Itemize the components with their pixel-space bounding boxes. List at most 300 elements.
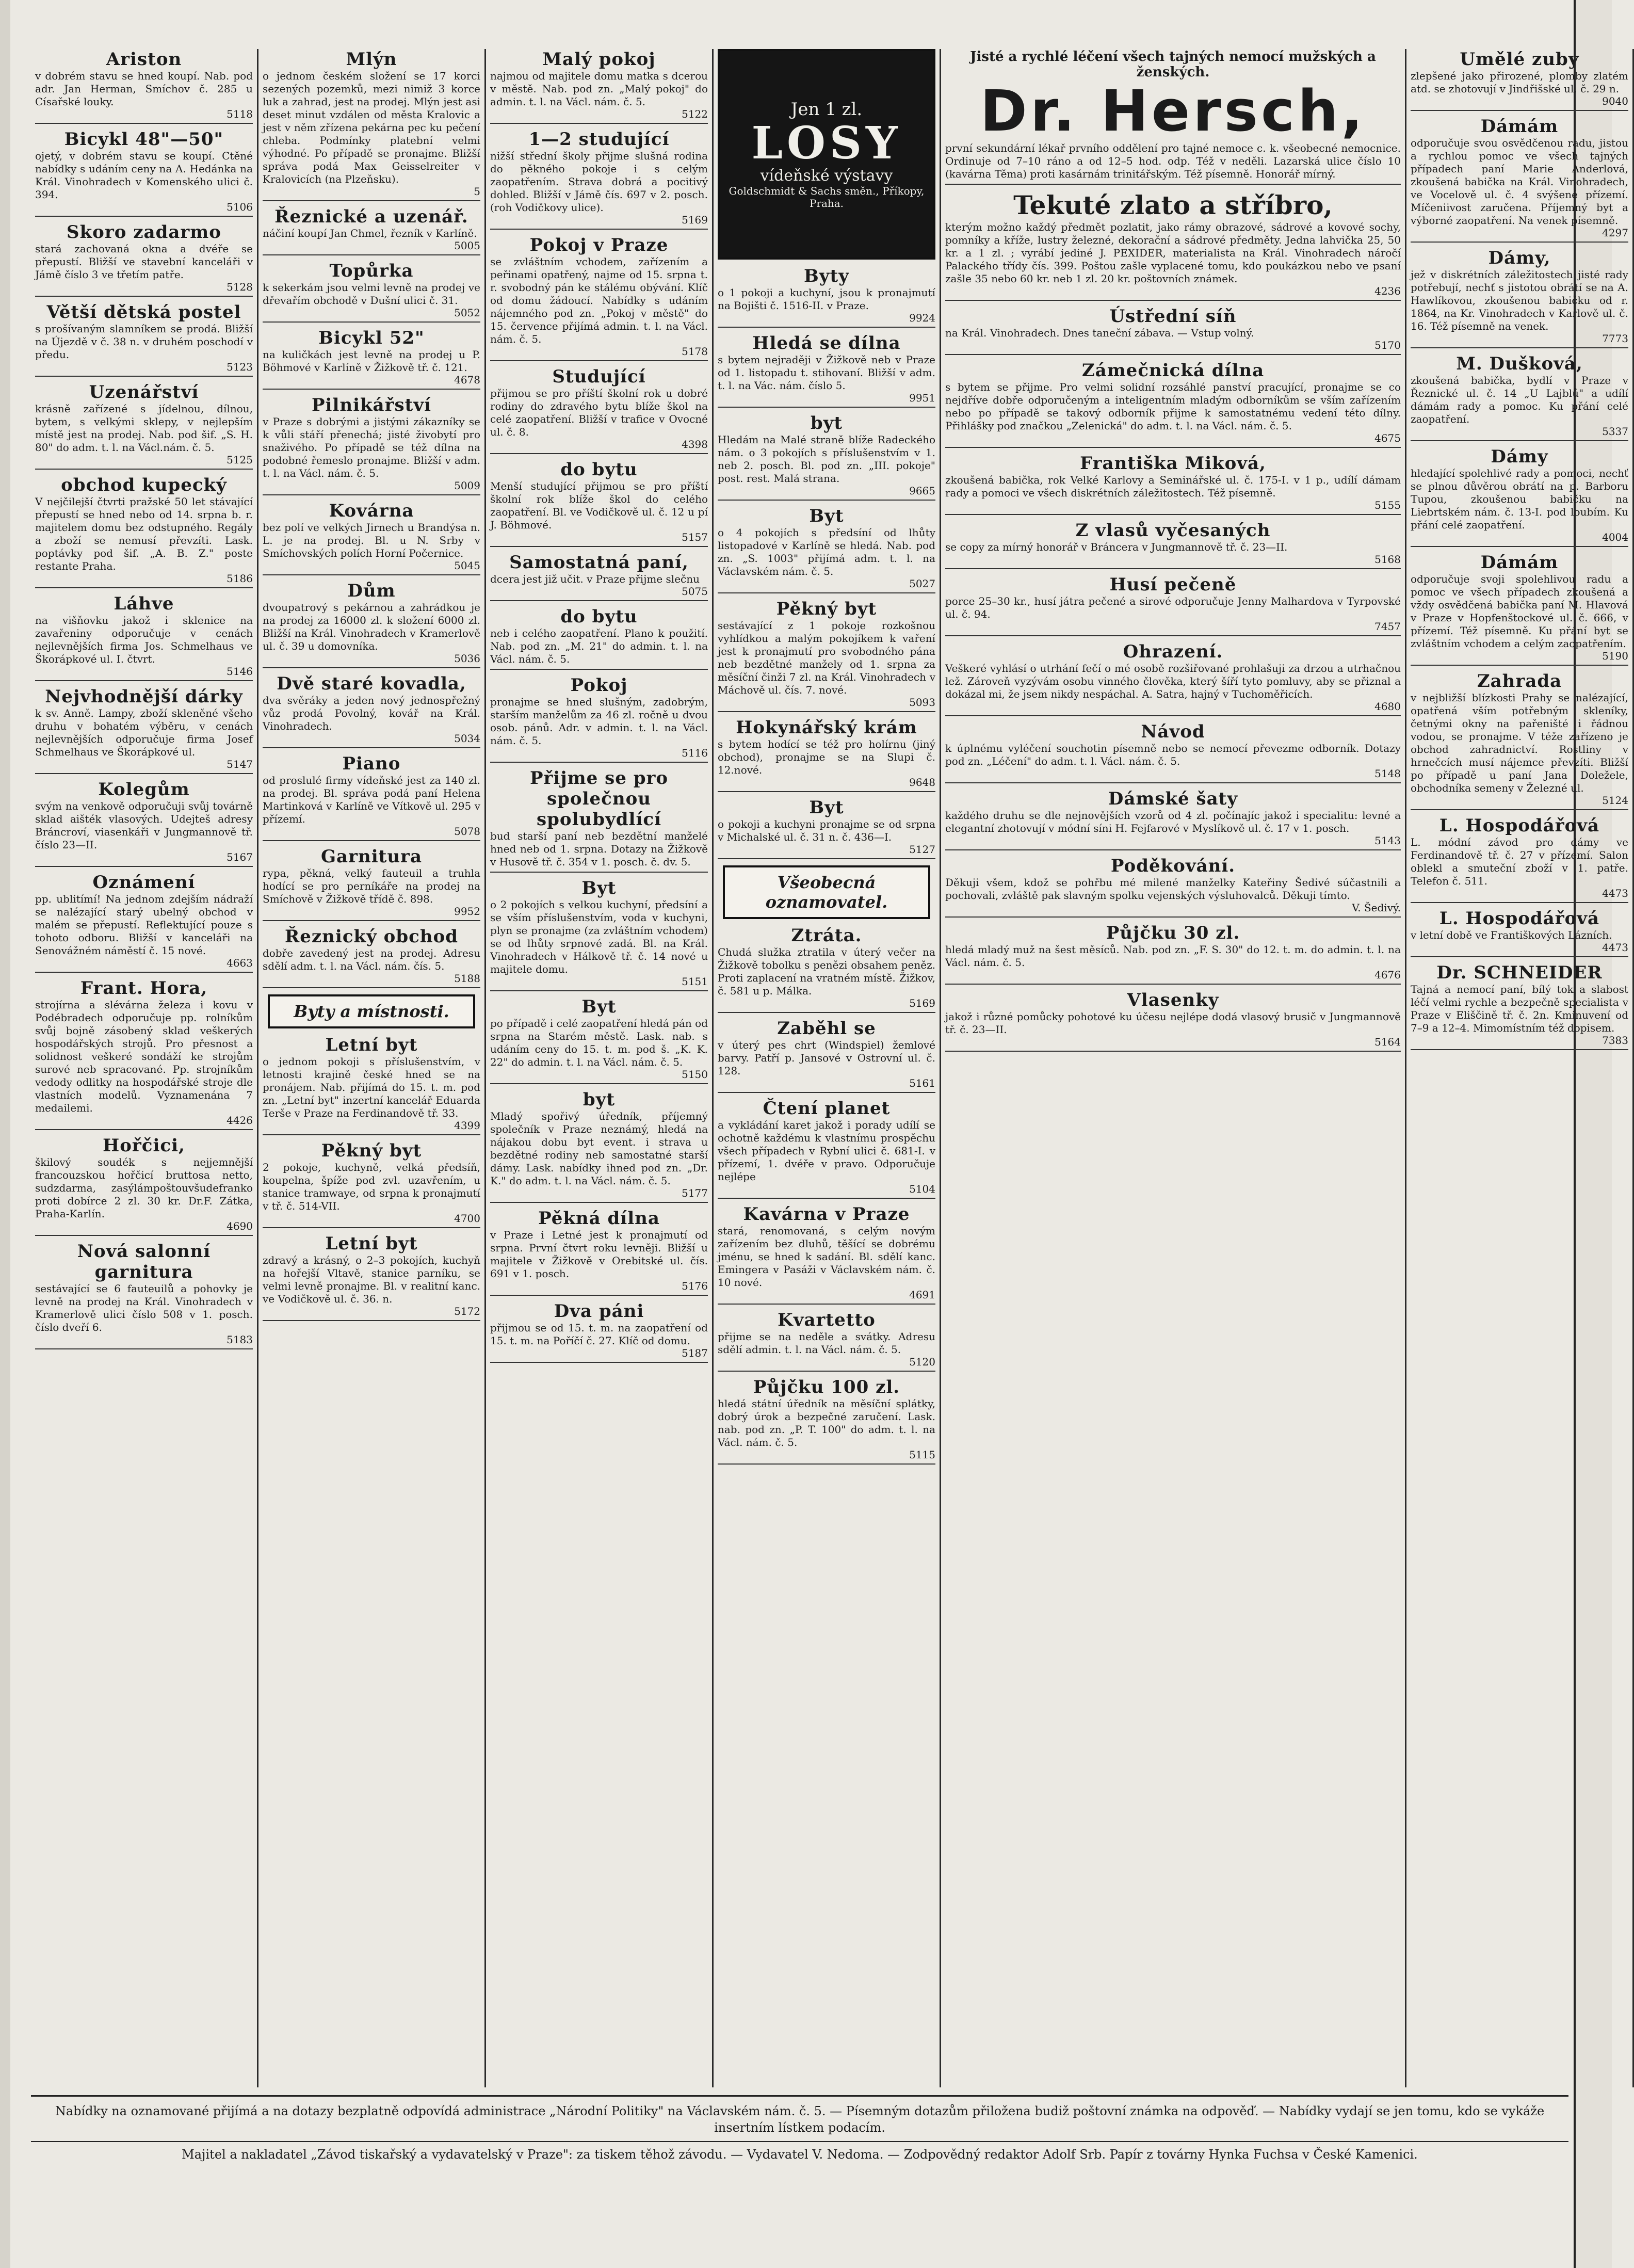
ad-text: jakož i různé pomůcky pohotové ku účesu nejlépe dodá vlasový brusič v Jungmannově tř. č. 23—II. xyxy=(945,1010,1401,1036)
ad-number: 5034 xyxy=(454,732,480,745)
classified-ad xyxy=(35,872,253,973)
ad-number: 5122 xyxy=(682,108,708,120)
classified-ad xyxy=(263,501,480,575)
ad-number: 9952 xyxy=(454,905,480,918)
ad-title: Láhve xyxy=(114,593,174,614)
classified-ad xyxy=(1411,49,1628,111)
ad-number: 5169 xyxy=(682,214,708,226)
footer-notice: Nabídky na oznamované přijímá a na dotazy bezplatně odpovídá administrace „Národní Politiky" na Václavském nám. č. 5. — Písemným dotazům přiložena budiž poštovní známka na odpověď. — Nabídky vydají se jen tomu, kdo se vykáže insertním lístkem podacím. xyxy=(55,2104,1545,2135)
ad-number: 5093 xyxy=(909,696,935,709)
ad-title: Dámy, xyxy=(1488,248,1551,268)
classified-ad xyxy=(35,49,253,124)
ad-text: od proslulé firmy vídeňské jest za 140 zl. na prodej. Bl. správa podá paní Helena Martinková v Karlíně ve Vítkově ul. 295 v přízemí. xyxy=(263,774,480,825)
column-4 xyxy=(714,49,941,2087)
classified-ad xyxy=(490,675,708,763)
ad-number: 5124 xyxy=(1602,794,1628,807)
lottery-ad xyxy=(718,49,935,260)
ad-text: zkoušená babička, bydlí v Praze v Řeznické ul. č. 14 „U Lajblů" a udílí dámám rady a pomoc. Ku přání celé zaopatření. xyxy=(1411,374,1628,425)
ad-number: 4700 xyxy=(454,1212,480,1225)
newspaper-page xyxy=(31,49,1628,2242)
ad-text: Menší studující přijmou se pro příští školní rok blíže škol do celého zaopatření. Bl. ve Vodičkově ul. č. 12 u pí J. Böhmové. xyxy=(490,480,708,531)
classified-ad xyxy=(490,768,708,873)
ad-text: s prošívaným slamníkem se prodá. Bližší na Újezdě v č. 38 n. v druhém poschodí v předu. xyxy=(35,323,253,361)
classified-ad xyxy=(945,641,1401,716)
ad-text: v letní době ve Františkových Lázních. xyxy=(1411,929,1612,941)
classified-ad xyxy=(263,49,480,201)
ad-title: do bytu xyxy=(560,606,638,627)
ad-number: 7773 xyxy=(1602,332,1628,345)
classified-ad xyxy=(718,1204,935,1305)
ad-number: 4399 xyxy=(454,1119,480,1132)
ad-title: Kolegům xyxy=(98,779,190,800)
ad-number: 4691 xyxy=(909,1289,935,1301)
hersch-headline: Jisté a rychlé léčení všech tajných nemocí mužských a ženských. xyxy=(970,49,1376,80)
ad-title: Skoro zadarmo xyxy=(67,222,221,243)
classified-ad xyxy=(263,1035,480,1135)
ad-number: 5186 xyxy=(227,572,253,585)
ad-number: 5146 xyxy=(227,665,253,678)
ad-text: každého druhu se dle nejnovějších vzorů od 4 zl. počínajíc jakož i specialitu: levné a elegantní zhotovují v módní síni H. Fejfarové v Myslíkově ul. č. 17 v 1. posch. xyxy=(945,809,1401,834)
ad-title: Bicykl 48"—50" xyxy=(64,129,224,150)
ad-text: stará zachovaná okna a dvéře se přepustí. Bližší ve stavební kanceláři v Jámě číslo 3 ve třetím patře. xyxy=(35,243,253,281)
classified-ad xyxy=(490,606,708,670)
footer-imprint: Majitel a nakladatel „Závod tiskařský a vydavatelský v Praze": za tiskem těhož závodu. — Vydavatel V. Nedoma. — Zodpovědný redaktor Adolf Srb. Papír z továrny Hynka Fuchsa v České Kamenici. xyxy=(31,2141,1568,2163)
ad-title: Byt xyxy=(809,797,844,818)
ad-text: přijmou se od 15. t. m. na zaopatření od 15. t. m. na Poříčí č. 27. Klíč od domu. xyxy=(490,1322,708,1347)
ad-title: Pilnikářství xyxy=(311,395,432,415)
ad-text: se copy za mírný honorář v Bráncera v Jungmannově tř. č. 23—II. xyxy=(945,541,1288,553)
ad-title: Františka Miková, xyxy=(1080,453,1266,474)
ad-number: 5123 xyxy=(227,361,253,373)
column-5 xyxy=(941,49,1406,2087)
classified-ad xyxy=(1411,962,1628,1050)
ad-title: Uzenářství xyxy=(89,382,199,403)
ad-text: o 2 pokojích s velkou kuchyní, předsíní a se vším příslušenstvím, voda v kuchyni, plyn se pronajme (za zvláštním vchodem) se od lhůty srpnové zadá. Bl. na Král. Vinohradech v Hálkově tř. č. 14 nové u majitele domu. xyxy=(490,898,708,975)
ad-text: hledající spolehlivé rady a pomoci, nechť se plnou důvěrou obrátí na p. Barboru Tupou, zkoušenou babičku na Liebrtském nám. č. 13-I. pod loubím. Ku přání celé zaopatření. xyxy=(1411,467,1628,531)
classified-ad xyxy=(1411,552,1628,666)
ad-title: Z vlasů vyčesaných xyxy=(1075,520,1271,541)
ad-title: Dům xyxy=(347,581,396,601)
ad-title: do bytu xyxy=(560,459,638,480)
ad-title: Pokoj v Praze xyxy=(529,235,669,255)
ad-title: Dvě staré kovadla, xyxy=(277,673,466,694)
classified-ad xyxy=(718,1098,935,1199)
ad-title: Byt xyxy=(809,506,844,526)
ad-text: zkoušená babička, rok Velké Karlovy a Seminářské ul. č. 175-I. v 1 p., udílí dámam rady a pomoci ve všech diskrétních záležitostech. Též písemně. xyxy=(945,474,1401,499)
ad-number: 5118 xyxy=(227,108,253,120)
ad-text: k sv. Anně. Lampy, zboží skleněné všeho druhu v bohatém výběru, v cenách nejlevnějších odporučuje firma Josef Schmelhaus ve Škorápkové ul. xyxy=(35,707,253,758)
classified-ad xyxy=(718,1377,935,1465)
ad-text: hledá státní úředník na měsíční splátky, dobrý úrok a bezpečné zaručení. Lask. nab. pod zn. „P. T. 100" do adm. t. l. na Václ. nám. č. 5. xyxy=(718,1397,935,1449)
hersch-text: první sekundární lékař prvního oddělení pro tajné nemoce c. k. všeobecné nemocnice. Ordinuje od 7–10 ráno a od 12–5 hod. odp. Též v neděli. Lazarská ulice číslo 10 (kavárna Těma) proti kasárnám trinitářským. Též písemně. Honorář mírný. xyxy=(945,142,1401,180)
classified-ad xyxy=(35,1135,253,1236)
hersch-name: Dr. Hersch, xyxy=(980,78,1366,144)
ad-number: 5036 xyxy=(454,652,480,665)
ad-title: Piano xyxy=(342,753,401,774)
ad-text: strojírna a slévárna železa i kovu v Podébradech odporučuje pp. rolníkům svůj bojně zásobený sklad veškerých hospodářských strojů. Pro přesnost a solidnost veškeré sondáží ke strojům surové neb spracované. Pp. strojníkům vedody odlitky na hospodářské stroje dle vlastních modelů. Vyznamenána 7 medailemi. xyxy=(35,999,253,1114)
ad-text: svým na venkově odporučuji svůj továrně sklad aišték vlasových. Udejteš adresy Bráncroví, viasenkáři v Jungmannově tř. číslo 23—II. xyxy=(35,800,253,851)
classified-ad xyxy=(263,673,480,748)
classified-ad xyxy=(263,926,480,988)
ad-text: o 4 pokojích s předsíní od lhůty listopadové v Karlíně se hledá. Nab. pod zn. „S. 1003" přijímá adm. t. l. na Václavském nám. č. 5. xyxy=(718,526,935,577)
ad-title: L. Hospodářová xyxy=(1439,815,1600,836)
classified-ad xyxy=(263,395,480,495)
ad-title: Větší dětská postel xyxy=(46,302,241,323)
ad-text: o pokoji a kuchyni pronajme se od srpna v Michalské ul. č. 31 n. č. 436—I. xyxy=(718,818,935,843)
ad-number: 5151 xyxy=(682,975,708,988)
lottery-subtitle: vídeňské výstavy xyxy=(760,167,893,185)
ad-text: stará, renomovaná, s celým novým zařízením bez dluhů, těšící se dobrému jménu, se hned k sadání. Bl. sdělí kanc. Emingera v Pasáži v Václavském nám. č. 10 nové. xyxy=(718,1225,935,1289)
classified-ad xyxy=(35,222,253,297)
classified-ad xyxy=(718,925,935,1013)
ad-title: Bicykl 52" xyxy=(318,328,425,348)
classified-ad xyxy=(35,302,253,377)
ad-title: Malý pokoj xyxy=(542,49,656,70)
ad-text: najmou od majitele domu matka s dcerou v městě. Nab. pod zn. „Malý pokoj" do admin. t. l. na Václ. nám. č. 5. xyxy=(490,70,708,108)
ad-text: Chudá služka ztratila v úterý večer na Žižkově tobolku s penězi obsahem peněz. Proti zaplacení na vratném místě. Žižkov, č. 581 u p. Málka. xyxy=(718,946,935,997)
ad-number: 5150 xyxy=(682,1068,708,1081)
classified-ad xyxy=(945,990,1401,1052)
ad-title: Letní byt xyxy=(325,1233,418,1254)
ad-text: o 1 pokoji a kuchyní, jsou k pronajmutí na Bojišti č. 1516-II. v Praze. xyxy=(718,286,935,312)
ad-number: 4398 xyxy=(682,438,708,451)
ad-title: Oznámení xyxy=(92,872,196,893)
classified-ad xyxy=(945,306,1401,355)
classified-ad xyxy=(263,846,480,921)
ad-title: Byt xyxy=(581,878,617,898)
ad-title: Přijme se pro společnou spolubydlící xyxy=(529,768,669,830)
ad-title: Pěkný byt xyxy=(776,599,877,619)
ad-title: Řeznické a uzenář. xyxy=(274,206,468,227)
ad-text: L. módní závod pro dámy ve Ferdinandově tř. č. 27 v přízemí. Salon oblekl a smuteční zboží v 1. patře. Telefon č. 511. xyxy=(1411,836,1628,887)
ad-title: Nová salonní garnitura xyxy=(77,1241,211,1282)
ad-title: Samostatná paní, xyxy=(509,552,689,573)
ad-title: Ztráta. xyxy=(791,925,862,946)
ad-text: bud starší paní neb bezdětní manželé hned neb od 1. srpna. Dotazy na Žižkově v Husově tř. č. 354 v 1. posch. č. dv. 5. xyxy=(490,830,708,868)
ad-title: Garnitura xyxy=(321,846,422,867)
ad-title: Čtení planet xyxy=(763,1098,891,1119)
ad-number: 5337 xyxy=(1602,425,1628,438)
classified-ad xyxy=(945,721,1401,783)
ad-title: Dámské šaty xyxy=(1108,789,1238,809)
classified-ad xyxy=(945,520,1401,569)
ad-title: Kavárna v Praze xyxy=(743,1204,910,1225)
ad-title: Dámám xyxy=(1480,552,1559,573)
classified-ad xyxy=(1411,815,1628,903)
ad-text: o jednom pokoji s příslušenstvím, v letnosti krajině české hned se na pronájem. Nab. přijímá do 15. t. m. pod zn. „Letní byt" inzertní kancelář Eduarda Terše v Praze na Ferdinandově tř. 33. xyxy=(263,1055,480,1119)
classified-ad xyxy=(35,686,253,774)
ad-text: sestávající z 1 pokoje rozkošnou vyhlídkou a malým pokojíkem k vaření jest k pronajmutí pro svobodného pána neb bezdětné manžely od 1. srpna za měsíční činži 7 zl. na Král. Vinohradech v Máchově ul. čís. 7. nové. xyxy=(718,619,935,696)
ad-title: Dr. SCHNEIDER xyxy=(1436,962,1603,983)
classified-ad xyxy=(718,797,935,859)
ad-title: Letní byt xyxy=(325,1035,418,1055)
ad-number: 4473 xyxy=(1602,941,1628,954)
ad-number: 4004 xyxy=(1602,531,1628,543)
ad-title: Studující xyxy=(552,366,646,387)
ad-title: Ústřední síň xyxy=(1109,306,1237,327)
ad-number: 5155 xyxy=(1374,499,1401,511)
classified-ad xyxy=(490,129,708,230)
ad-number: 5188 xyxy=(454,972,480,985)
ad-number: 5009 xyxy=(454,479,480,492)
classified-ad xyxy=(718,333,935,408)
ad-text: dvoupatrový s pekárnou a zahrádkou je na prodej za 16000 zl. k složení 6000 zl. Bližší na Král. Vinohradech v Kramerlově ul. č. 39 u domovníka. xyxy=(263,601,480,652)
classified-ad xyxy=(490,1208,708,1296)
ad-title: M. Dušková, xyxy=(1456,353,1583,374)
ad-title: byt xyxy=(810,413,843,433)
ad-title: Hořčici, xyxy=(103,1135,185,1156)
ad-title: Byty xyxy=(804,266,849,286)
classified-ad xyxy=(718,1310,935,1372)
ad-number: 5178 xyxy=(682,345,708,358)
classified-ad xyxy=(35,593,253,681)
ad-text: porce 25–30 kr., husí játra pečené a sirové odporučuje Jenny Malhardova v Tyrpovské ul. č. 94. xyxy=(945,595,1401,620)
classified-ad xyxy=(1411,353,1628,441)
gold-text: kterým možno každý předmět pozlatit, jako rámy obrazové, sádrové a kovové sochy, pomníky a kříže, lustry železné, dekorační a sádrové předměty. Jedna lahvička 25, 50 kr. a 1 zl. ; vyrábí jediné J. PEXIDER, materialista na Král. Vinohradech náročí Palackého třídy čís. 399. Poštou zašle vyplacené tomu, kdo poukázkou nebo ve psaní zašle 35 nebo 60 kr. neb 1 zl. 20 kr. poštovních známek. xyxy=(945,221,1401,285)
ad-number: 5005 xyxy=(454,239,480,252)
classified-ad xyxy=(490,459,708,547)
classified-ad xyxy=(35,475,253,588)
ad-title: Půjčku 30 zl. xyxy=(1106,923,1240,943)
ad-title: Dva páni xyxy=(554,1301,644,1322)
ad-number: 5177 xyxy=(682,1187,708,1199)
ad-number: 9648 xyxy=(909,776,935,789)
ad-text: hledá mladý muž na šest měsíců. Nab. pod zn. „F. S. 30" do 12. t. m. do admin. t. l. na Václ. nám. č. 5. xyxy=(945,943,1401,969)
classified-ad xyxy=(263,1140,480,1228)
ad-text: s bytem nejraději v Žižkově neb v Praze od 1. listopadu t. stihovaní. Bližší v adm. t. l. na Vác. nám. číslo 5. xyxy=(718,353,935,392)
ad-number: 5170 xyxy=(1374,339,1401,351)
classified-ad xyxy=(263,328,480,390)
ad-number: 5104 xyxy=(909,1183,935,1195)
ad-text: o jednom českém složení se 17 korci sezených pozemků, mezi nimiž 3 korce luk a zahrad, jest na prodej. Mlýn jest asi deset minut vzdálen od města Kralovic a jest v něm zřízena pekárna pec ku pečení chleba. Podmínky platební velmi výhodné. Po případě se pronajme. Bližší správa podá Max Geisselreiter v Kralovicích (na Plzeňsku). xyxy=(263,70,480,185)
ad-number: 5075 xyxy=(682,585,708,598)
ad-number: 4690 xyxy=(227,1220,253,1232)
ad-number: 5120 xyxy=(909,1356,935,1368)
ad-text: s bytem se přijme. Pro velmi solidní rozsáhlé panství pracující, pronajme se co nejdříve dobře odporučeným a inteligentním mladým odborníkům se vším zařízením nebo po případě se takový odborník přijme k samostatnému vedení této dílny. Přihlášky pod značkou „Zelenická" do adm. t. l. na Václ. nám. č. 5. xyxy=(945,381,1401,432)
ad-number: 4297 xyxy=(1602,227,1628,239)
ad-text: zdravý a krásný, o 2–3 pokojích, kuchyň na hořejší Vltavě, stanice parníku, se velmi levně pronajme. Bl. v realitní kanc. ve Vodičkově ul. č. 36. n. xyxy=(263,1254,480,1305)
ad-title: Řeznický obchod xyxy=(284,926,458,947)
ad-text: pp. ublitímí! Na jednom zdejším nádraží se nalézající starý ubelný obchod v malém se přepustí. Reflektující pouze s tohoto odboru. Bližší v kanceláři na Senovážném náměstí č. 15 nové. xyxy=(35,893,253,957)
classified-ad xyxy=(1411,908,1628,957)
classified-ad xyxy=(718,266,935,328)
lottery-seller: Goldschmidt & Sachs směn., Příkopy, Praha. xyxy=(729,185,925,210)
classified-ad xyxy=(718,599,935,712)
ad-text: rypa, pěkná, velký fauteuil a truhla hodící se pro perníkáře na prodej na Smíchově v Žižkově třídě č. 898. xyxy=(263,867,480,905)
ad-text: se zvláštním vchodem, zařízením a peřinami opatřený, najme od 15. srpna t. r. svobodný pán ke stálému obývání. Klíč od domu žádoucí. Nabídky s udáním nájemného pod zn. „Pokoj v městě" do 15. července přijímá admin. t. l. na Václ. nám. č. 5. xyxy=(490,255,708,345)
ad-text: V nejčilejší čtvrti pražské 50 let stávající přepustí se hned nebo od 14. srpna b. r. majitelem domu bez odstupného. Regály a zboží se nemusí převzíti. Lask. poptávky pod šif. „A. B. Z." poste restante Praha. xyxy=(35,495,253,572)
ad-title: Nejvhodnější dárky xyxy=(45,686,243,707)
ad-number: 5125 xyxy=(227,454,253,466)
ad-number: 9040 xyxy=(1602,95,1628,107)
classified-ad xyxy=(718,506,935,593)
ad-number: 5176 xyxy=(682,1280,708,1292)
ad-title: Husí pečeně xyxy=(1109,574,1237,595)
ad-text: v Praze i Letné jest k pronajmutí od srpna. První čtvrt roku levněji. Bližší u majitele v Žižkově v Orebitské ul. čís. 691 v 1. posch. xyxy=(490,1229,708,1280)
ad-title: Návod xyxy=(1141,721,1205,742)
ad-number: 5116 xyxy=(682,747,708,759)
ad-title: L. Hospodářová xyxy=(1439,908,1600,929)
ad-number: 9951 xyxy=(909,392,935,404)
ad-text: Veškeré vyhlásí o utrhání fečí o mé osobě rozšiřované prohlašuji za drzou a utrhačnou lež. Zároveň vyzývám osobu vinného člověka, který šíří tyto pomluvy, aby se přiznal a dokázal mi, že jsem nikdy nespáchal. A. Satra, hajný v Tuchoměřicích. xyxy=(945,662,1401,700)
ad-title: Topůrka xyxy=(329,261,414,281)
ad-text: pronajme se hned slušným, zadobrým, starším manželům za 46 zl. ročně u dvou osob. pánů. Adr. v admin. t. l. na Václ. nám. č. 5. xyxy=(490,696,708,747)
ad-text: dobře zavedený jest na prodej. Adresu sdělí adm. t. l. na Václ. nám. čís. 5. xyxy=(263,947,480,972)
ad-title: Kovárna xyxy=(329,501,414,521)
classified-ad xyxy=(945,574,1401,636)
ad-number: 5106 xyxy=(227,201,253,213)
ad-number: 4663 xyxy=(227,957,253,969)
ad-number: 4236 xyxy=(1374,285,1401,297)
ad-number: 5161 xyxy=(909,1077,935,1089)
classified-ad xyxy=(1411,446,1628,547)
ad-title: Mlýn xyxy=(346,49,397,70)
footer xyxy=(31,2095,1568,2163)
lottery-price: Jen 1 zl. xyxy=(790,99,863,120)
classified-ad xyxy=(35,978,253,1130)
classified-ad xyxy=(1411,248,1628,348)
ad-number: 5127 xyxy=(909,843,935,856)
ad-text: škilový soudék s nejjemnější francouzskou hořčicí bruttosa netto, sudzdarma, zasýlámpoštouvšudefranko proti dobírce 2 zl. 30 kr. Dr.F. Zátka, Praha-Karlín. xyxy=(35,1156,253,1220)
classified-ad xyxy=(718,717,935,792)
classified-ad xyxy=(263,261,480,323)
ad-title: Zahrada xyxy=(1477,671,1562,691)
ad-number: 4426 xyxy=(227,1114,253,1127)
ad-title: Poděkování. xyxy=(1110,856,1236,876)
classified-ad xyxy=(1411,116,1628,243)
classified-ad xyxy=(35,1241,253,1349)
page-edge-left xyxy=(0,0,10,2268)
classified-ad xyxy=(945,360,1401,448)
ad-text: nižší střední školy přijme slušná rodina do pěkného pokoje i s celým zaopatřením. Strava dobrá a pocitivý dohled. Bližší v Jámě čís. 697 v 2. posch. (roh Vodičkovy ulice). xyxy=(490,150,708,214)
ad-number: 5190 xyxy=(1602,650,1628,662)
ad-text: zlepšené jako přirozené, plomby zlatém atd. se zhotovují v Jindřišské ul. č. 29 n. xyxy=(1411,70,1628,95)
classified-ad xyxy=(490,996,708,1084)
ad-number: 5169 xyxy=(909,997,935,1009)
classified-ad xyxy=(718,1018,935,1093)
ad-number: 7383 xyxy=(1602,1034,1628,1047)
ad-text: a vykládání karet jakož i porady udílí se ochotně každému k vlastnímu prospěchu všech případech v Rybní ulici č. 681-I. v přízemí, 1. dvéře v pravo. Odporučuje nejlépe xyxy=(718,1119,935,1183)
ad-text: v nejbližší blízkosti Prahy se nalézající, opatřená vším potřebným skleníky, četnými okny na pařeništé i řádnou vodou, se pronajme. V téže zařízeno je obchod zahradnictví. Rostliny v hrnečcích musí nájemce převzíti. Bližší po případě u paní Jana Doležele, obchodníka semeny v Železné ul. xyxy=(1411,691,1628,794)
ad-title: obchod kupecký xyxy=(61,475,227,495)
ad-text: s bytem hodící se též pro holírnu (jiný obchod), pronajme se na Slupi č. 12.nové. xyxy=(718,738,935,776)
ad-text: v Praze s dobrými a jistými zákazníky se k vůli stáří přenechá; jisté živobytí pro snaživého. Po případě se též dílna na podobné řemeslo pronajme. Bližší v adm. t. l. na Václ. nám. č. 5. xyxy=(263,415,480,479)
gold-ad xyxy=(945,190,1401,301)
ad-text: Hledám na Malé straně blíže Radeckého nám. o 3 pokojích s příslušenstvím v 1. neb 2. posch. Bl. pod zn. „III. pokoje" post. rest. Malá strana. xyxy=(718,433,935,485)
classified-ad xyxy=(1411,671,1628,810)
ad-number: 5168 xyxy=(1374,553,1401,566)
ad-number: 4680 xyxy=(1374,700,1401,713)
classified-ad xyxy=(490,878,708,991)
ad-title: Byt xyxy=(581,996,617,1017)
classified-ad xyxy=(945,923,1401,985)
ad-number: 5167 xyxy=(227,851,253,863)
ad-text: 2 pokoje, kuchyně, velká předsíň, koupelna, špíže pod zvl. uzavřením, u stanice tramwaye, od srpna k pronajmutí v tř. č. 514-VII. xyxy=(263,1161,480,1212)
hersch-ad xyxy=(945,49,1401,185)
ad-title: Pěkný byt xyxy=(321,1140,422,1161)
classified-ad xyxy=(263,581,480,668)
ad-columns xyxy=(31,49,1628,2087)
ad-text: Děkuji všem, kdož se pohřbu mé milené manželky Kateřiny Šedivé súčastnili a pochovali, zvláště pak slavným spolku vejenských výsluhovalců. Děkuji tímto. xyxy=(945,876,1401,902)
ad-number: 4675 xyxy=(1374,432,1401,444)
section-banner: Byty a místnosti. xyxy=(268,994,475,1028)
ad-title: Zámečnická dílna xyxy=(1081,360,1265,381)
ad-text: přijmou se pro příští školní rok u dobré rodiny do zdravého bytu blíže škol na celé zaopatření. Bližší v trafice v Ovocné ul. č. 8. xyxy=(490,387,708,438)
ad-number: 5143 xyxy=(1374,834,1401,847)
ad-text: k sekerkám jsou velmi levně na prodej ve dřevařím obchodě v Dušní ulici č. 31. xyxy=(263,281,480,307)
classified-ad xyxy=(945,856,1401,918)
ad-number: 5 xyxy=(474,185,480,198)
gold-title: Tekuté zlato a stříbro, xyxy=(1013,190,1333,220)
classified-ad xyxy=(35,779,253,867)
ad-text: bez polí ve velkých Jirnech u Brandýsa n. L. je na prodej. Bl. u N. Srby v Smíchovských polích Horní Počernice. xyxy=(263,521,480,559)
section-banner: Všeobecná oznamovatel. xyxy=(723,865,930,919)
classified-ad xyxy=(490,1301,708,1363)
ad-number: 5052 xyxy=(454,307,480,319)
ad-text: k úplnému vyléčení souchotin písemně nebo se nemocí převezme odborník. Dotazy pod zn. „Léčení" do adm. t. l. Václ. nám. č. 5. xyxy=(945,742,1401,767)
column-6 xyxy=(1406,49,1634,2087)
ad-title: Hledá se dílna xyxy=(752,333,901,353)
ad-number: 4473 xyxy=(1602,887,1628,899)
column-1 xyxy=(31,49,258,2087)
lottery-title: LOSY xyxy=(751,117,902,169)
classified-ad xyxy=(945,789,1401,850)
ad-text: neb i celého zaopatření. Plano k použití. Nab. pod zn. „M. 21" do admin. t. l. na Václ. nám. č. 5. xyxy=(490,627,708,665)
ad-title: Dámy xyxy=(1491,446,1548,467)
ad-text: dcera jest již učit. v Praze přijme slečnu xyxy=(490,573,700,585)
ad-number: 7457 xyxy=(1374,620,1401,633)
ad-text: krásně zařízené s jídelnou, dílnou, bytem, s velkými sklepy, v nejlepším místě jest na prodej. Nab. pod šif. „S. H. 80" do adm. t. l. na Václ.nám. č. 5. xyxy=(35,403,253,454)
ad-text: odporučuje svou osvědčenou radu, jistou a rychlou pomoc ve všech tajných případech paní Marie Anderlová, zkoušená babička na Král. Vinohradech, ve Vocelově ul. č. 4 svýšené přízemí. Míčeniivost zaručena. Příjemný byt a výborné zaopatření. Na venek písemně. xyxy=(1411,137,1628,227)
ad-title: Pěkná dílna xyxy=(538,1208,660,1229)
ad-number: 5148 xyxy=(1374,767,1401,780)
ad-text: na Král. Vinohradech. Dnes taneční zábava. — Vstup volný. xyxy=(945,327,1254,339)
column-3 xyxy=(486,49,714,2087)
ad-title: Hokynářský krám xyxy=(736,717,917,738)
classified-ad xyxy=(490,1089,708,1203)
ad-number: 4678 xyxy=(454,374,480,386)
ad-number: 5164 xyxy=(1374,1036,1401,1048)
ad-title: Půjčku 100 zl. xyxy=(753,1377,900,1397)
ad-title: Ohrazení. xyxy=(1123,641,1223,662)
ad-title: Zaběhl se xyxy=(777,1018,876,1039)
ad-number: 5115 xyxy=(909,1449,935,1461)
ad-title: Umělé zuby xyxy=(1460,49,1579,70)
classified-ad xyxy=(35,382,253,470)
classified-ad xyxy=(263,1233,480,1321)
ad-number: 5183 xyxy=(227,1333,253,1346)
ad-title: Vlasenky xyxy=(1127,990,1219,1010)
ad-number: 5147 xyxy=(227,758,253,770)
ad-text: na kuličkách jest levně na prodej u P. Böhmové v Karlíně v Žižkově tř. č. 121. xyxy=(263,348,480,374)
ad-text: v úterý pes chrt (Windspiel) žemlové barvy. Patří p. Jansové v Ostrovní ul. č. 128. xyxy=(718,1039,935,1077)
ad-text: jež v diskrétních záležitostech jisté rady potřebují, nechť s jistotou obrátí se na A. Hawlíkovou, zkoušenou babičku od r. 1864, na Kr. Vinohradech v Karlově ul. č. 16. Též písemně na venek. xyxy=(1411,268,1628,332)
ad-title: Ariston xyxy=(106,49,182,70)
classified-ad xyxy=(945,453,1401,515)
classified-ad xyxy=(490,366,708,454)
ad-title: Pokoj xyxy=(570,675,628,696)
ad-text: odporučuje svoji spolehlivou radu a pomoc ve všech případech zkoušená a vždy osvědčená babička paní M. Hlavová v Praze v Hopfenštockové ul. č. 666, v přízemí. Též písemně. Ku přání byt se zvláštním vchodem a celým zaopatřením. xyxy=(1411,573,1628,650)
ad-text: v dobrém stavu se hned koupí. Nab. pod adr. Jan Herman, Smíchov č. 285 u Císařské louky. xyxy=(35,70,253,108)
ad-number: 5045 xyxy=(454,559,480,572)
ad-title: Dámám xyxy=(1480,116,1559,137)
classified-ad xyxy=(490,552,708,601)
ad-number: 9665 xyxy=(909,485,935,497)
ad-number: V. Šedivý. xyxy=(1352,902,1401,914)
ad-number: 5187 xyxy=(682,1347,708,1359)
ad-text: dva svěráky a jeden nový jednospřežný vůz prodá Povolný, kovář na Král. Vinohradech. xyxy=(263,694,480,732)
ad-title: Kvartetto xyxy=(778,1310,876,1330)
